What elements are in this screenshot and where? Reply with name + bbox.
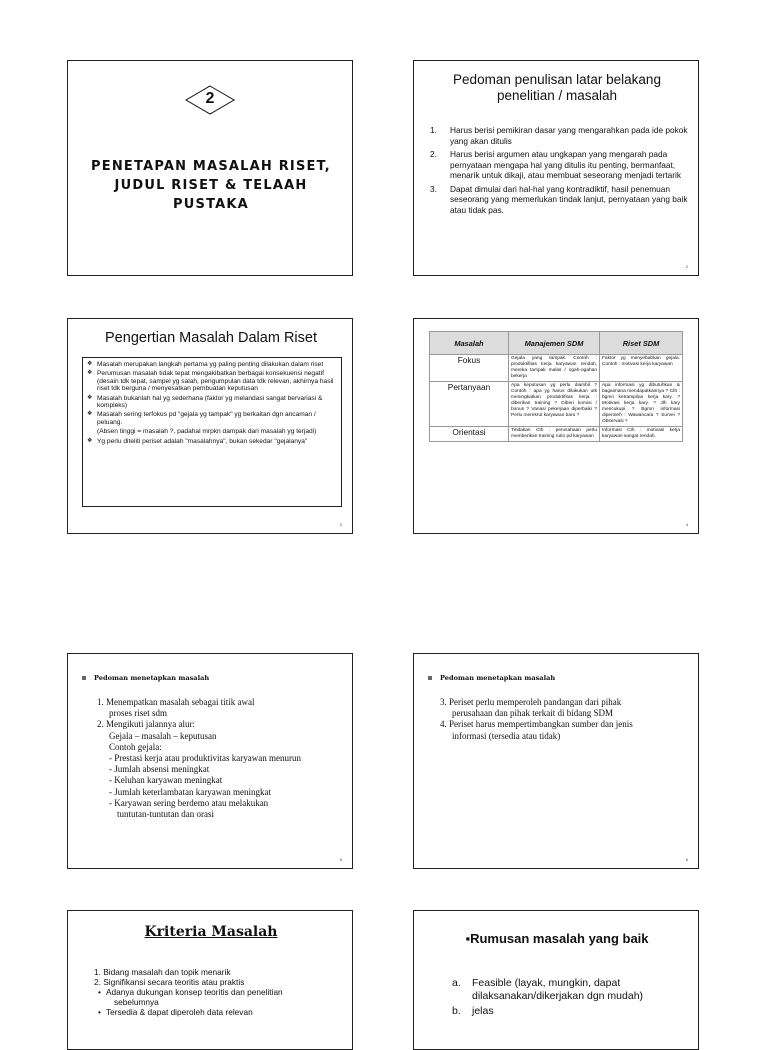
list-item [87,361,337,368]
item-text: Masalah sering terfokus pd "gejala yg tampak" yg berkaitan dgn ancaman / peluang. [97,411,316,426]
table-cell: Apa informasi yg dibutuhkan & bagaimana mendapatkannya ? Cth : bgmn ketrampilan kerja kary. ? Motivasi kerja kary. ? Jlh kary mencukupi ? Bgmn informasi diperoleh : Wawancara ? Survei ? Observasi ? [600,382,683,427]
list-item [87,370,337,392]
table-cell: Gejala yang tampak. Contoh : produktifitas kerja karyawan rendah, mereka tampak malas / ogah-ogahan bekerja [509,355,600,382]
diamond-bullet-icon: ❖ [87,394,93,401]
slide-body [452,977,692,1020]
body-line: Contoh gejala: [109,741,162,752]
table-cell: Apa keputusan yg perlu diambil ? Contoh : apa yg harus dilakukan utk meningkatkan produktifitas kerja : diberikan training ? Diberi komisi / bonus ? Variasi pekerjaan diperbaiki ? Perlu merekrut karyawan baru ? [509,382,600,427]
bullet-list [87,361,337,445]
table-cell: Tindakan Cth : perusahaan perlu memberikan training rutin pd karyawan [509,427,600,442]
item-subtext: (Absen tinggi = masalah ?, padahal mrpkn dampak dari masalah yg terjadi) [97,428,317,436]
item-text: Yg perlu diteliti periset adalah "masalahnya", bukan sekedar "gejalanya" [97,437,308,445]
slide-body [94,967,344,1017]
diamond-bullet-icon: ❖ [87,411,93,418]
row-label: Pertanyaan [430,382,509,427]
item-text: Harus berisi argumen atau ungkapan yang mengarah pada pernyataan mengapa hal yang ditulis itu penting, bermanfaat, menarik untuk dikaji, atau membuat seseorang menjadi tertarik [450,149,682,180]
item-letter: a. [452,977,461,989]
table-cell: Faktor yg menyebabkan gejala. Contoh : motivasi kerja karyawan [600,355,683,382]
row-label: Fokus [430,355,509,382]
list-item [430,184,688,216]
diamond-bullet-icon: ❖ [87,361,93,367]
table-row [430,382,683,427]
page-number: 5 [339,857,342,862]
slide-heading: Pedoman penulisan latar belakang penelitian / masalah [453,72,661,103]
slide-heading [82,674,209,682]
row-label: Orientasi [430,427,509,442]
slide-heading: Kriteria Masalah [144,924,278,940]
body-line: 2. Mengikuti jalannya alur: [97,719,195,730]
slide-pengertian-masalah [67,318,353,534]
table-row [430,355,683,382]
body-line: 2. Signifikansi secara teoritis atau praktis [94,977,245,987]
list-item [452,1005,692,1018]
slide-heading: ▪Rumusan masalah yang baik [465,931,649,946]
list-item [452,977,692,1003]
square-bullet-icon [428,676,432,680]
slide-rumusan-masalah [413,910,699,1050]
item-number: 2. [430,149,437,159]
slide-pedoman-menetapkan-2 [413,653,699,869]
slide-comparison-table [413,318,699,534]
item-letter: b. [452,1005,461,1017]
page-number: 4 [685,522,688,527]
list-item [87,438,337,445]
numbered-list [430,125,688,218]
item-number: 1. [430,125,437,135]
diamond-bullet-icon: ❖ [87,370,93,377]
slide-number-diamond [185,85,235,115]
item-text: Feasible (layak, mungkin, dapat dilaksanakan/dikerjakan dgn mudah) [472,977,644,1002]
body-line: 4. Periset harus mempertimbangkan sumber dan jenis [440,719,633,730]
body-line: - Jumlah absensi meningkat [109,764,210,775]
item-text: jelas [472,1005,494,1017]
sub-item-text: Adanya dukungan konsep teoritis dan penelitian [106,987,283,997]
body-line: - Prestasi kerja atau produktivitas karyawan menurun [109,753,301,764]
list-item [430,125,688,146]
body-line: - Keluhan karyawan meningkat [109,775,223,786]
item-text: Masalah bukanlah hal yg sederhana (faktor yg melandasi sangat bervariasi & kompleks) [97,394,323,410]
body-line: tuntutan-tuntutan dan orasi [117,809,214,820]
slide-pedoman-menetapkan-1 [67,653,353,869]
comparison-table [429,331,683,442]
sub-item [94,1007,344,1017]
slide-title [67,60,353,276]
bullet-box [82,357,342,507]
body-line: 1. Bidang masalah dan topik menarik [94,967,231,977]
item-number: 3. [430,183,437,194]
table-header-row [430,332,683,355]
page-number: 3 [339,522,342,527]
heading-text: Pedoman menetapkan masalah [94,674,210,682]
body-line: 1. Menempatkan masalah sebagai titik awal [97,697,255,707]
body-line: informasi (tersedia atau tidak) [452,730,561,741]
sub-item [94,987,344,997]
list-item [430,149,688,181]
table-row [430,427,683,442]
body-line: - Jumlah keterlambatan karyawan meningkat [109,786,271,797]
diamond-bullet-icon: ❖ [87,437,93,444]
column-header: Riset SDM [600,332,683,355]
slide-heading: Pengertian Masalah Dalam Riset [105,330,317,346]
slide-body [440,697,690,742]
item-text: Masalah merupakan langkah pertama yg paling penting dilakukan dalam riset [97,361,324,368]
list-item [87,395,337,410]
heading-text: Pedoman menetapkan masalah [440,674,556,682]
page-number: 2 [685,264,688,269]
bullet-icon: • [98,1007,101,1017]
square-bullet-icon [82,676,86,680]
body-line: proses riset sdm [109,708,167,719]
list-item [87,411,337,435]
slide-kriteria-masalah [67,910,353,1050]
body-line: - Karyawan sering berdemo atau melakukan [109,797,269,808]
item-text: Dapat dimulai dari hal-hal yang kontradiktif, hasil penemuan seseorang yang memerlukan tindak lanjut, pernyataan yang baik atau tidak pas. [450,183,688,215]
body-line: Gejala – masalah – keputusan [109,730,217,741]
column-header: Masalah [430,332,509,355]
slide-number: 2 [205,90,215,107]
slide-heading [428,674,555,682]
body-line: 3. Periset perlu memperoleh pandangan dari pihak [440,697,622,707]
bullet-icon: • [98,987,101,997]
item-text: Perumusan masalah tidak tepat mengakibatkan berbagai konsekuensi negatif (desain tdk tepat, sampel yg salah, pengumpulan data tdk relevan, akhirnya hasil riset tdk berguna / menyesatkan pembuatan keputusan [97,370,334,393]
table-cell: Informasi Cth : motivasi kerja karyawan sangat rendah. [600,427,683,442]
page-number: 6 [685,857,688,862]
slide-pedoman-latar-belakang [413,60,699,276]
body-line: sebelumnya [114,997,159,1007]
main-title: PENETAPAN MASALAH RISET, JUDUL RISET & TELAAH PUSTAKA [91,159,331,212]
body-line: perusahaan dan pihak terkait di bidang SDM [452,708,613,719]
item-text: Harus berisi pemikiran dasar yang mengarahkan pada ide pokok yang akan ditulis [450,125,688,146]
sub-item-text: Tersedia & dapat diperoleh data relevan [106,1007,253,1017]
column-header: Manajemen SDM [509,332,600,355]
slide-body [97,697,347,820]
